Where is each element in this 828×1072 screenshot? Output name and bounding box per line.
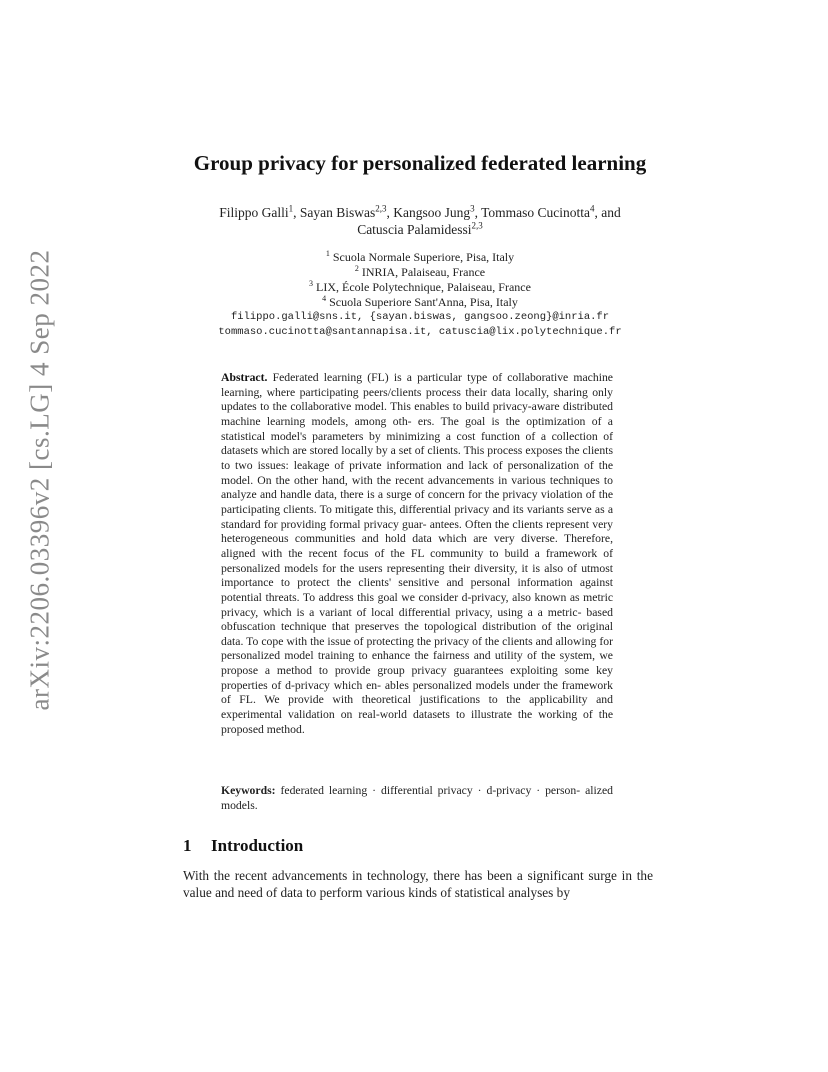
author-separator: ,	[293, 205, 300, 220]
intro-line: With the recent advancements in technology, there has been a significant surge	[183, 868, 617, 883]
abstract-line: the clients and allowing for personalized model training to enhance the	[221, 634, 614, 663]
section-number: 1	[183, 836, 192, 855]
intro-paragraph	[183, 867, 653, 901]
author-affil-mark: 2,3	[375, 203, 387, 214]
section-title: Introduction	[211, 836, 304, 855]
author-list	[180, 204, 660, 238]
abstract-line: on real-world datasets to illustrate the working of the proposed method.	[221, 708, 614, 736]
abstract-line: antees. Often the clients represent very heterogeneous communities and	[221, 517, 613, 546]
keywords	[221, 784, 613, 813]
affiliation-text: INRIA, Palaiseau, France	[361, 265, 486, 279]
abstract-label: Abstract.	[221, 371, 268, 384]
author-separator: , and	[594, 205, 621, 220]
abstract-line: fairness and utility of the system, we propose a method to provide group	[221, 649, 613, 678]
affiliation-number: 2	[354, 264, 359, 273]
keywords-text: federated learning · differential privacy · d-privacy · person-	[280, 784, 581, 797]
intro-line: in the value and need of data to perform various kinds of statistical analyses by	[183, 868, 653, 900]
affiliation-text: Scuola Normale Superiore, Pisa, Italy	[332, 250, 515, 264]
abstract-line: locally, sharing only updates to the collaborative model. This enables	[221, 385, 613, 414]
abstract-line: to analyze and handle data, there is a surge of concern for the privacy	[221, 473, 614, 502]
affiliation	[150, 280, 690, 295]
affiliation	[150, 295, 690, 310]
abstract-line: protect the clients' sensitive and personal information against potential	[221, 576, 613, 604]
abstract-line: ers. The goal is the optimization of a statistical model's parameters by	[221, 414, 613, 443]
abstract-body	[221, 371, 613, 736]
author-name: Filippo Galli	[219, 205, 289, 220]
abstract-line: and its variants serve as a standard for providing formal privacy guar-	[221, 502, 614, 531]
author-affil-mark: 4	[590, 203, 595, 214]
affiliation-list	[150, 250, 690, 310]
abstract-line: violation of the participating clients. To mitigate this, differential privacy	[221, 488, 614, 516]
author-name: Kangsoo Jung	[393, 205, 471, 220]
abstract-line: On the other hand, with the recent advancements in various techniques	[257, 473, 600, 487]
author-separator: ,	[386, 205, 394, 220]
abstract-line: hold data which are very diverse. Therefore, aligned with the recent focus	[221, 532, 613, 560]
abstract	[221, 371, 613, 737]
author-affil-mark: 3	[470, 203, 475, 214]
abstract-line: privacy guarantees exploiting some key properties of d-privacy which en-	[221, 664, 613, 692]
affiliation-number: 3	[309, 279, 314, 288]
keywords-text-cont: alized models.	[221, 784, 613, 812]
affiliation-number: 4	[322, 294, 327, 303]
email-line: filippo.galli@sns.it, {sayan.biswas, gangsoo.zeong}@inria.fr	[230, 311, 610, 323]
abstract-line: leakage of private information and lack of personalization of the model.	[221, 458, 614, 487]
abstract-line: based obfuscation technique that preserves the topological distribution	[221, 605, 613, 634]
affiliation-text: Scuola Superiore Sant'Anna, Pisa, Italy	[329, 295, 518, 309]
abstract-line: threats. To address this goal we consider d-privacy, also known as metric	[265, 590, 614, 604]
author-line-1	[180, 204, 660, 221]
author-name: Catuscia Palamidessi	[357, 222, 472, 237]
abstract-line: Federated learning (FL) is a particular type of collaborative	[272, 371, 569, 384]
section-heading	[183, 836, 303, 856]
abstract-line: minimizing a cost function of a collection of datasets which are stored	[221, 429, 614, 458]
abstract-line: of the original data. To cope with the issue of protecting the privacy of	[221, 620, 614, 648]
abstract-line: the users representing their diversity, it is also of utmost importance to	[221, 561, 614, 590]
abstract-line: privacy, which is a variant of local differential privacy, using a a metric-	[221, 605, 582, 619]
abstract-line: theoretical justifications to the applicability and experimental validation	[221, 693, 613, 722]
author-separator: ,	[474, 205, 482, 220]
author-name: Tommaso Cucinotta	[481, 205, 591, 220]
author-affil-mark: 1	[288, 203, 294, 214]
affiliation-text: LIX, École Polytechnique, Palaiseau, France	[316, 280, 531, 294]
abstract-line: ables personalized models under the framework of FL. We provide with	[221, 678, 613, 707]
author-name: Sayan Biswas	[299, 205, 376, 220]
abstract-line: to build privacy-aware distributed machine learning models, among oth-	[221, 400, 613, 428]
abstract-line: of the FL community to build a framework of personalized models for	[221, 546, 613, 575]
email-line: tommaso.cucinotta@santannapisa.it, catuscia@lix.polytechnique.fr	[218, 326, 622, 338]
paper-title: Group privacy for personalized federated learning	[193, 151, 647, 175]
affiliation	[150, 265, 690, 280]
arxiv-id: arXiv:2206.03396v2 [cs.LG] 4 Sep 2022	[24, 249, 55, 711]
author-line-2	[180, 221, 660, 238]
affiliation-number: 1	[325, 249, 330, 258]
abstract-line: machine learning, where participating peers/clients process their data	[221, 371, 613, 399]
affiliation	[150, 250, 690, 265]
author-affil-mark: 2,3	[471, 220, 483, 231]
email-list	[140, 310, 700, 340]
abstract-line: locally by a set of clients. This process exposes the clients to two issues:	[221, 444, 614, 472]
keywords-label: Keywords:	[221, 784, 276, 797]
